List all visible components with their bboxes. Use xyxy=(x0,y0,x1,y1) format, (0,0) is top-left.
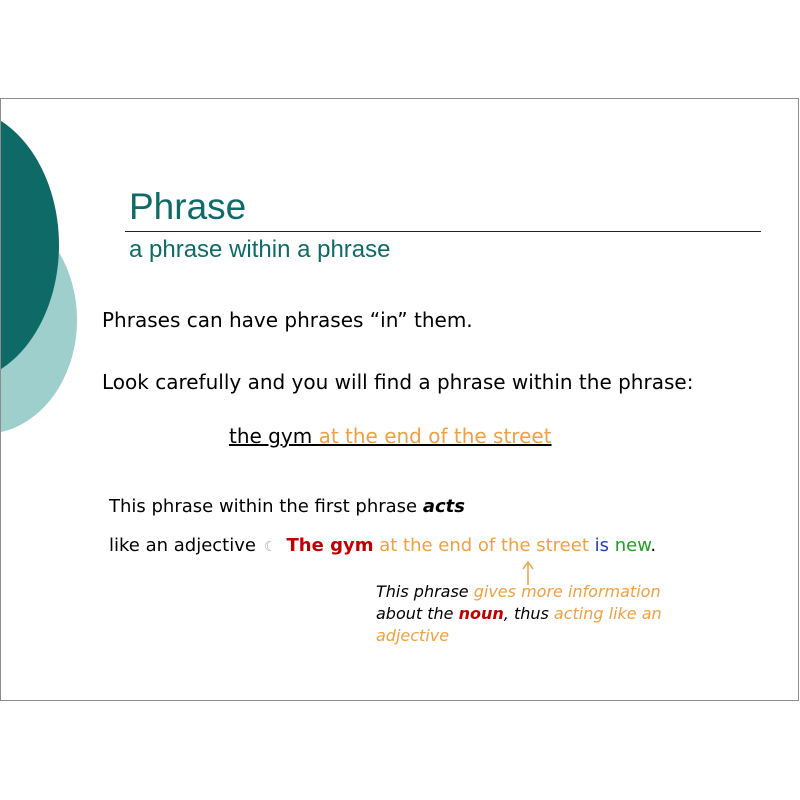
sentence-period: . xyxy=(650,535,657,556)
example-phrase xyxy=(229,424,552,448)
slide-subtitle: a phrase within a phrase xyxy=(129,236,391,263)
sentence-subject: The gym xyxy=(286,535,374,556)
sentence-complement: new xyxy=(614,535,651,556)
example-main-phrase: the gym xyxy=(229,424,319,448)
note-line-3: adjective xyxy=(376,626,450,645)
example-sentence xyxy=(109,535,656,556)
example-inner-phrase: at the end of the street xyxy=(318,424,552,448)
note-line-1: This phrase gives more information xyxy=(376,582,661,601)
explanation-text: This phrase within the first phrase xyxy=(109,496,423,517)
instruction-sentence: Look carefully and you will find a phrase within the phrase: xyxy=(102,370,694,394)
adjective-label: like an adjective xyxy=(109,535,256,556)
explanation-sentence xyxy=(109,496,465,517)
annotation-note xyxy=(376,581,662,647)
intro-sentence: Phrases can have phrases “in” them. xyxy=(102,308,473,332)
explanation-emphasis: acts xyxy=(422,496,465,517)
slide-title: Phrase xyxy=(129,186,247,227)
sentence-inner-phrase: at the end of the street xyxy=(379,535,589,556)
sentence-verb: is xyxy=(594,535,610,556)
note-line-2: about the noun, thus acting like an xyxy=(376,604,662,623)
title-underline-rule xyxy=(125,231,761,232)
slide xyxy=(0,98,799,701)
moon-icon: ☾ xyxy=(263,539,277,555)
